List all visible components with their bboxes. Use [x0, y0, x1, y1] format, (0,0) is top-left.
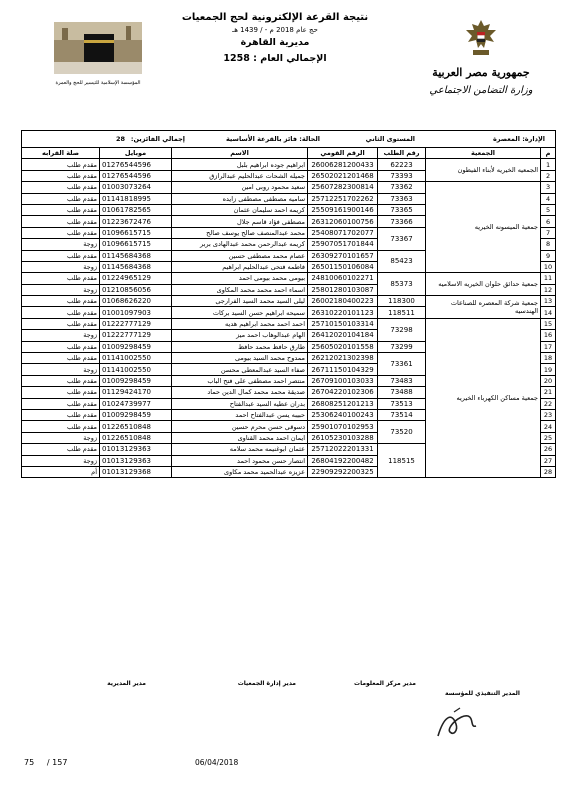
relation: مقدم طلب	[22, 193, 100, 204]
association-cell: الجمعيه الخيريه لأبناء الفيطون	[426, 159, 541, 182]
request-code: 73393	[378, 170, 426, 181]
national-id: 26804192200482	[308, 455, 378, 466]
mobile-number: 01096615715	[100, 227, 172, 238]
national-id: 22909292200325	[308, 466, 378, 477]
relation: زوجة	[22, 364, 100, 375]
request-code: 118511	[378, 307, 426, 318]
national-id: 26105230103288	[308, 432, 378, 443]
table-header-row	[22, 148, 556, 159]
relation: مقدم طلب	[22, 216, 100, 227]
relation: زوجة	[22, 284, 100, 295]
relation: مقدم طلب	[22, 421, 100, 432]
relation: مقدم طلب	[22, 353, 100, 364]
national-id: 24810060102271	[308, 273, 378, 284]
national-id: 25306240100243	[308, 409, 378, 420]
status-label: الحالة: فائز بالقرعة الأساسية	[225, 135, 321, 143]
row-num: 14	[541, 307, 556, 318]
mobile-number: 01024739977	[100, 398, 172, 409]
national-id: 26006281200433	[308, 159, 378, 170]
foundation-logo	[54, 22, 142, 86]
relation: زوجة	[22, 330, 100, 341]
mobile-number: 01222777129	[100, 330, 172, 341]
national-id: 26412020104184	[308, 330, 378, 341]
national-id: 26711150104329	[308, 364, 378, 375]
ministry-country: جمهورية مصر العربية	[432, 66, 530, 79]
request-code: 73483	[378, 375, 426, 386]
national-id: 26309270101657	[308, 250, 378, 261]
mobile-number: 01276544596	[100, 159, 172, 170]
mobile-number: 01129424170	[100, 387, 172, 398]
relation: مقدم طلب	[22, 182, 100, 193]
row-num: 12	[541, 284, 556, 295]
relation: زوجة	[22, 239, 100, 250]
row-num: 15	[541, 318, 556, 329]
row-num: 2	[541, 170, 556, 181]
relation: مقدم طلب	[22, 227, 100, 238]
relation: مقدم طلب	[22, 409, 100, 420]
page-total: / 157	[46, 758, 68, 767]
row-num: 24	[541, 421, 556, 432]
row-num: 25	[541, 432, 556, 443]
national-id: 26502021201468	[308, 170, 378, 181]
row-num: 1	[541, 159, 556, 170]
person-name: صديقة محمد محمد كمال الدين حماد	[172, 387, 308, 398]
national-id: 25607282300814	[308, 182, 378, 193]
col-num: م	[541, 148, 556, 159]
person-name: ممدوح محمد السيد بيومى	[172, 353, 308, 364]
national-id: 25712251702262	[308, 193, 378, 204]
mobile-number: 01068626220	[100, 296, 172, 307]
row-num: 11	[541, 273, 556, 284]
person-name: مصطفى فؤاد قاسم جلال	[172, 216, 308, 227]
mobile-number: 01226510848	[100, 421, 172, 432]
person-name: ليلى السيد محمد السيد الفرارجى	[172, 296, 308, 307]
row-num: 18	[541, 353, 556, 364]
relation: زوجة	[22, 261, 100, 272]
mobile-number: 01013129363	[100, 455, 172, 466]
national-id: 26808251201213	[308, 398, 378, 409]
association-cell: جمعية الميسونه الخيريه	[426, 182, 541, 273]
info-row	[22, 131, 556, 148]
row-num: 19	[541, 364, 556, 375]
request-code: 73362	[378, 182, 426, 193]
mobile-number: 01061782565	[100, 204, 172, 215]
level-label: المستوى الثاني	[365, 135, 416, 143]
relation: مقدم طلب	[22, 398, 100, 409]
row-num: 16	[541, 330, 556, 341]
mobile-number: 01013129368	[100, 466, 172, 477]
mobile-number: 01009298459	[100, 375, 172, 386]
national-id: 26709100103033	[308, 375, 378, 386]
mobile-number: 01276544596	[100, 170, 172, 181]
relation: مقدم طلب	[22, 204, 100, 215]
person-name: بدران عطيه السيد عبدالفتاح	[172, 398, 308, 409]
row-num: 8	[541, 239, 556, 250]
col-mobile: موبايل	[100, 148, 172, 159]
print-date: 06/04/2018	[195, 758, 239, 767]
row-num: 17	[541, 341, 556, 352]
sig-directorate: مدير المديرية	[107, 680, 146, 687]
request-code: 62223	[378, 159, 426, 170]
col-name: الاسم	[172, 148, 308, 159]
request-code: 73366	[378, 216, 426, 227]
relation: مقدم طلب	[22, 375, 100, 386]
mobile-number: 01001097903	[100, 307, 172, 318]
row-num: 6	[541, 216, 556, 227]
page-current: 75	[24, 758, 35, 767]
sig-assoc-admin: مدير إدارة الجمعيات	[237, 680, 296, 687]
sig-executive: المدير التنفيذي للمؤسسة	[444, 690, 520, 697]
person-name: عصام محمد مصطفى حسين	[172, 250, 308, 261]
row-num: 7	[541, 227, 556, 238]
row-num: 28	[541, 466, 556, 477]
relation: مقدم طلب	[22, 318, 100, 329]
row-num: 22	[541, 398, 556, 409]
table-row	[22, 273, 556, 284]
relation: زوجة	[22, 455, 100, 466]
person-name: انتصار حسن محمود احمد	[172, 455, 308, 466]
national-id: 26312060100756	[308, 216, 378, 227]
national-id: 26002180400223	[308, 296, 378, 307]
request-code: 73361	[378, 353, 426, 376]
row-num: 3	[541, 182, 556, 193]
mobile-number: 01222777129	[100, 318, 172, 329]
relation: مقدم طلب	[22, 387, 100, 398]
row-num: 26	[541, 444, 556, 455]
national-id: 25901070102953	[308, 421, 378, 432]
person-name: ابراهيم جوده ابراهيم بلبل	[172, 159, 308, 170]
col-relation: صلة القرابه	[22, 148, 100, 159]
request-code: 118300	[378, 296, 426, 307]
grand-total	[150, 53, 400, 64]
national-id: 26501150106084	[308, 261, 378, 272]
person-name: عزيزه عبدالحميد محمد مكاوى	[172, 466, 308, 477]
national-id: 26212021302398	[308, 353, 378, 364]
row-num: 27	[541, 455, 556, 466]
mobile-number: 01009298459	[100, 341, 172, 352]
relation: مقدم طلب	[22, 170, 100, 181]
national-id: 26704220102306	[308, 387, 378, 398]
kaaba-image-icon	[54, 22, 142, 74]
relation: مقدم طلب	[22, 341, 100, 352]
relation: مقدم طلب	[22, 159, 100, 170]
results-table	[21, 130, 556, 478]
relation: مقدم طلب	[22, 296, 100, 307]
mobile-number: 01141002550	[100, 353, 172, 364]
person-name: منتصر احمد مصطفى على فتح الباب	[172, 375, 308, 386]
mobile-number: 01224965129	[100, 273, 172, 284]
request-code: 73514	[378, 409, 426, 420]
row-num: 23	[541, 409, 556, 420]
person-name: محمد عبدالمنصف صالح يوسف صالح	[172, 227, 308, 238]
mobile-number: 01145684368	[100, 261, 172, 272]
row-num: 10	[541, 261, 556, 272]
person-name: بيومى محمد بيومى احمد	[172, 273, 308, 284]
winners-value: 28	[115, 135, 126, 143]
person-name: الهام عبدالوهاب احمد ميز	[172, 330, 308, 341]
mobile-number: 01226510848	[100, 432, 172, 443]
mobile-number: 01003073264	[100, 182, 172, 193]
person-name: طارق حافظ محمد حافظ	[172, 341, 308, 352]
relation: مقدم طلب	[22, 250, 100, 261]
request-code: 73513	[378, 398, 426, 409]
request-code: 118515	[378, 444, 426, 478]
person-name: فاطمه فتحى عبدالحليم ابراهيم	[172, 261, 308, 272]
request-code: 73520	[378, 421, 426, 444]
document-header	[150, 12, 400, 64]
foundation-name: المؤسسة الإسلامية للتيسير للحج والعمرة	[55, 80, 141, 86]
person-name: احمد احمد محمد ابراهيم هديه	[172, 318, 308, 329]
page-indicator	[24, 758, 67, 767]
national-id: 25907051701844	[308, 239, 378, 250]
person-name: ايمان احمد محمد القناوى	[172, 432, 308, 443]
request-code: 73299	[378, 341, 426, 352]
table-row	[22, 182, 556, 193]
request-code: 85423	[378, 250, 426, 273]
administration-label: الإدارة: المعصرة	[492, 135, 546, 143]
person-name: صفاء السيد عبدالمعطى محسن	[172, 364, 308, 375]
ministry-header	[422, 18, 540, 96]
mobile-number: 01141818995	[100, 193, 172, 204]
grand-total-label: الإجمالي العام :	[253, 53, 327, 64]
row-num: 13	[541, 296, 556, 307]
grand-total-value: 1258	[223, 53, 250, 64]
request-code: 85373	[378, 273, 426, 296]
table-row	[22, 296, 556, 307]
table-row	[22, 318, 556, 329]
association-cell: جمعية شركة المعصره للصناعات الهندسيه	[426, 296, 541, 319]
table-row	[22, 159, 556, 170]
row-num: 9	[541, 250, 556, 261]
person-name: جميله الشحات عبدالحليم عبدالرازق	[172, 170, 308, 181]
relation: زوجة	[22, 432, 100, 443]
national-id: 25509161900146	[308, 204, 378, 215]
request-code: 73488	[378, 387, 426, 398]
row-num: 4	[541, 193, 556, 204]
association-cell: جمعية مساكن الكهرباء الخيريه	[426, 318, 541, 477]
mobile-number: 01223672476	[100, 216, 172, 227]
person-name: ساميه مصطفى مصطفى زايده	[172, 193, 308, 204]
row-num: 21	[541, 387, 556, 398]
request-code: 73365	[378, 204, 426, 215]
national-id: 25712022201331	[308, 444, 378, 455]
handwritten-signature-icon	[434, 706, 480, 742]
col-association: الجمعية	[426, 148, 541, 159]
winners-label: إجمالي الفائزين:	[130, 135, 186, 143]
relation: أم	[22, 466, 100, 477]
request-code: 73298	[378, 318, 426, 341]
person-name: كريمه عبدالرحمن محمد عبدالهادى بربر	[172, 239, 308, 250]
person-name: حبيبه يسن عبدالفتاح احمد	[172, 409, 308, 420]
col-request-no: رقم الطلب	[378, 148, 426, 159]
national-id: 25710150103314	[308, 318, 378, 329]
person-name: دسوقى حسن محرم حسين	[172, 421, 308, 432]
mobile-number: 01145684368	[100, 250, 172, 261]
ministry-name: وزارة التضامن الاجتماعي	[429, 85, 533, 96]
mobile-number: 01013129363	[100, 444, 172, 455]
relation: مقدم طلب	[22, 307, 100, 318]
season-line: حج عام 2018 م - / 1439 هـ	[232, 26, 318, 34]
row-num: 20	[541, 375, 556, 386]
sig-info-center: مدير مركز المعلومات	[354, 680, 416, 687]
col-national-id: الرقم القومي	[308, 148, 378, 159]
mobile-number: 01009298459	[100, 409, 172, 420]
relation: مقدم طلب	[22, 444, 100, 455]
person-name: عثمان ابوغنيمه محمد سلامه	[172, 444, 308, 455]
mobile-number: 01141002550	[100, 364, 172, 375]
person-name: سعيد محمود روبى امين	[172, 182, 308, 193]
mobile-number: 01096615715	[100, 239, 172, 250]
eagle-emblem-icon	[464, 18, 498, 58]
row-num: 5	[541, 204, 556, 215]
request-code: 73363	[378, 193, 426, 204]
relation: مقدم طلب	[22, 273, 100, 284]
national-id: 25408071702077	[308, 227, 378, 238]
association-cell: جمعية حدائق حلوان الخيريه الاسلاميه	[426, 273, 541, 296]
national-id: 26310220101123	[308, 307, 378, 318]
national-id: 25605020101558	[308, 341, 378, 352]
person-name: سميحه ابراهيم حسن السيد بركات	[172, 307, 308, 318]
document-title: نتيجة القرعة الإلكترونية لحج الجمعيات	[181, 12, 369, 23]
person-name: اسماء احمد محمد محمد المكاوى	[172, 284, 308, 295]
national-id: 25801280103087	[308, 284, 378, 295]
request-code: 73367	[378, 227, 426, 250]
directorate-name: مديرية القاهرة	[240, 37, 310, 48]
person-name: كريمه احمد سليمان عثمان	[172, 204, 308, 215]
mobile-number: 01210856056	[100, 284, 172, 295]
